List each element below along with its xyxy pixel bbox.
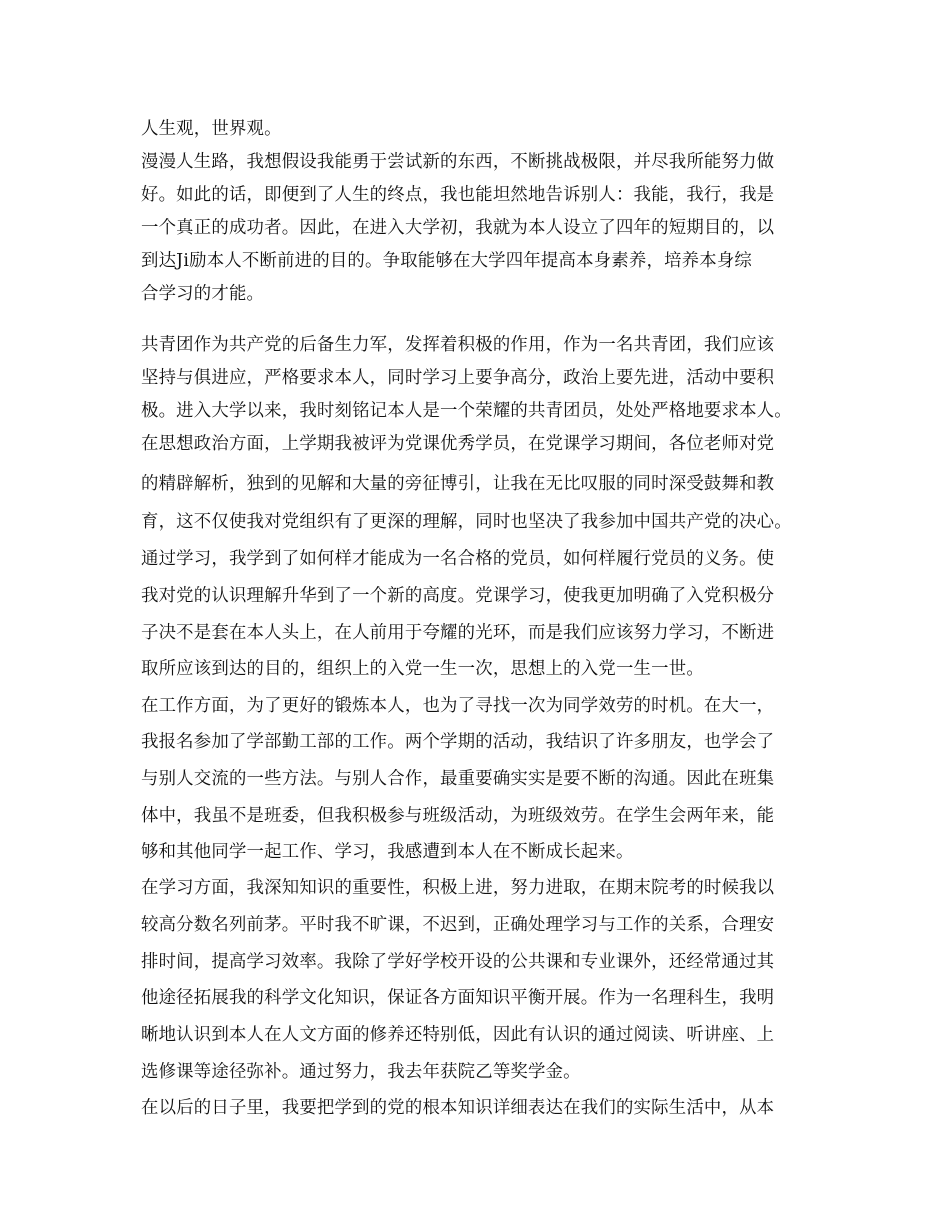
text-line: 漫漫人生路，我想假设我能勇于尝试新的东西，不断挑战极限，并尽我所能努力做 [141, 152, 775, 172]
text-line: 与别人交流的一些方法。与别人合作，最重要确实实是要不断的沟通。因此在班集 [141, 769, 775, 789]
text-line: 到达Ji励本人不断前进的目的。争取能够在大学四年提高本身素养，培养本身综 [141, 251, 753, 271]
text-line: 够和其他同学一起工作、学习，我感遭到本人在不断成长起来。 [141, 842, 634, 862]
text-line: 合学习的才能。 [141, 284, 265, 304]
text-line: 通过学习，我学到了如何样才能成为一名合格的党员，如何样履行党员的义务。使 [141, 549, 775, 569]
text-line: 共青团作为共产党的后备生力军，发挥着积极的作用，作为一名共青团，我们应该 [141, 335, 775, 355]
text-line: 排时间，提高学习效率。我除了学好学校开设的公共课和专业课外，还经常通过其 [141, 952, 775, 972]
text-line: 的精辟解析，独到的见解和大量的旁征博引，让我在无比叹服的同时深受鼓舞和教 [141, 474, 775, 494]
text-line: 在思想政治方面，上学期我被评为党课优秀学员，在党课学习期间，各位老师对党 [141, 434, 775, 454]
text-line: 他途径拓展我的科学文化知识，保证各方面知识平衡开展。作为一名理科生，我明 [141, 988, 775, 1008]
text-line: 晰地认识到本人在人文方面的修养还特别低，因此有认识的通过阅读、听讲座、上 [141, 1025, 775, 1045]
text-line: 我对党的认识理解升华到了一个新的高度。党课学习，使我更加明确了入党积极分 [141, 586, 775, 606]
text-line: 较高分数名列前茅。平时我不旷课，不迟到，正确处理学习与工作的关系，合理安 [141, 915, 775, 935]
text-line: 好。如此的话，即便到了人生的终点，我也能坦然地告诉别人：我能，我行，我是 [141, 185, 775, 205]
text-line: 极。进入大学以来，我时刻铭记本人是一个荣耀的共青团员，处处严格地要求本人。 [141, 401, 792, 421]
text-line: 育，这不仅使我对党组织有了更深的理解，同时也坚决了我参加中国共产党的决心。 [141, 512, 792, 532]
text-line: 子决不是套在本人头上，在人前用于夸耀的光环，而是我们应该努力学习，不断进 [141, 623, 775, 643]
text-line: 取所应该到达的目的，组织上的入党一生一次，思想上的入党一生一世。 [141, 659, 704, 679]
text-line: 在学习方面，我深知知识的重要性，积极上进，努力进取，在期末院考的时候我以 [141, 878, 775, 898]
text-line: 选修课等途径弥补。通过努力，我去年获院乙等奖学金。 [141, 1062, 581, 1082]
text-line: 在工作方面，为了更好的锻炼本人，也为了寻找一次为同学效劳的时机。在大一， [141, 696, 775, 716]
text-line: 我报名参加了学部勤工部的工作。两个学期的活动，我结识了许多朋友，也学会了 [141, 732, 775, 752]
text-line: 一个真正的成功者。因此，在进入大学初，我就为本人设立了四年的短期目的，以 [141, 218, 775, 238]
text-line: 在以后的日子里，我要把学到的党的根本知识详细表达在我们的实际生活中，从本 [141, 1098, 775, 1118]
text-line: 坚持与俱进应，严格要求本人，同时学习上要争高分，政治上要先进，活动中要积 [141, 368, 775, 388]
text-line: 体中，我虽不是班委，但我积极参与班级活动，为班级效劳。在学生会两年来，能 [141, 806, 775, 826]
text-line: 人生观，世界观。 [141, 119, 282, 139]
